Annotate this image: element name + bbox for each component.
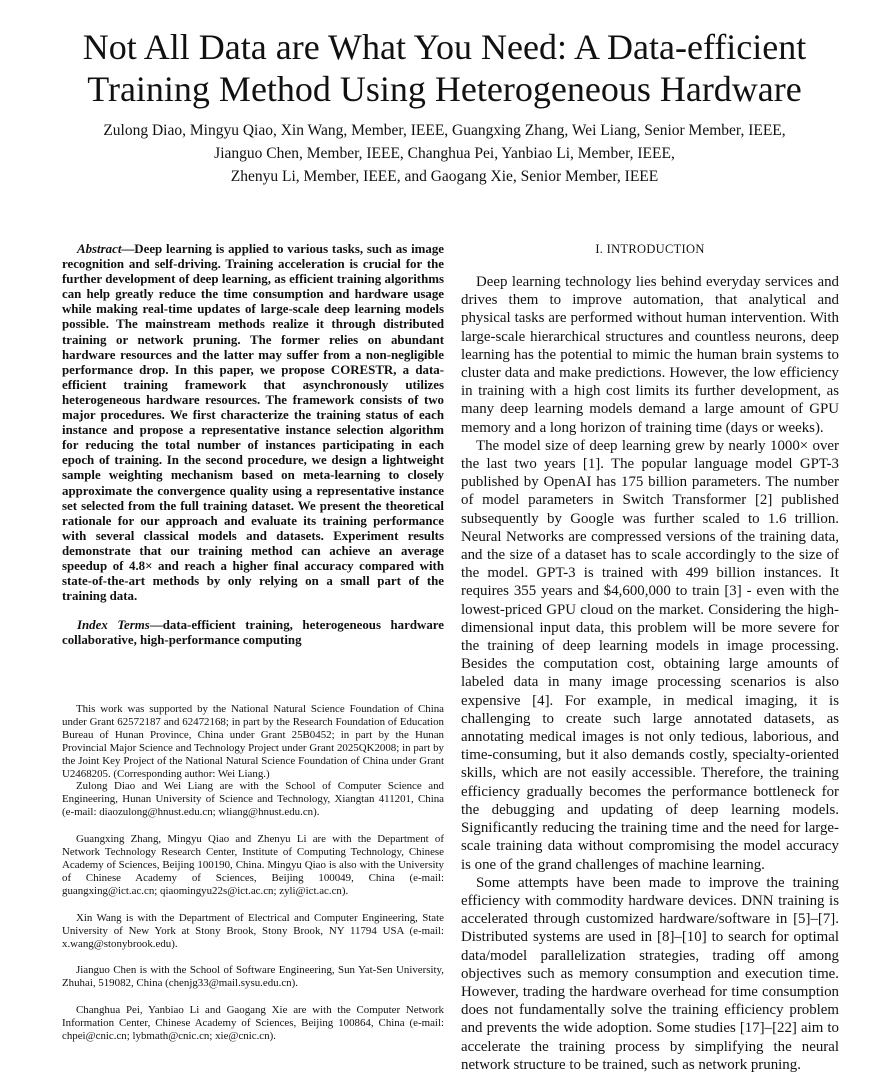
left-column (62, 242, 444, 648)
footnote-affiliation: Guangxing Zhang, Mingyu Qiao and Zhenyu Li are with the Department of Network Technology Research Center, Institute of Computing Technology, Chinese Academy of Sciences, Beijing 100190, China. Mingyu Qiao is also with the University of Chinese Academy of Sciences, Beijing 100049, China (e-mail: guangxing@ict.ac.cn; qiaomingyu22s@ict.ac.cn; zyli@ict.ac.cn). (62, 833, 444, 897)
index-terms (62, 618, 444, 648)
footnote-affiliation: Jianguo Chen is with the School of Software Engineering, Sun Yat-Sen University, Zhuhai, 519082, China (chenjg33@mail.sysu.edu.cn). (62, 964, 444, 990)
authors-line-2: Jianguo Chen, Member, IEEE, Changhua Pei, Yanbiao Li, Member, IEEE, (214, 145, 675, 162)
footnote-funding: This work was supported by the National Natural Science Foundation of China under Grant 62572187 and 62472168; in part by the Research Foundation of Education Bureau of Hunan Province, China under Grant 25B0452; in part by the Hunan Provincial Major Science and Technology Project under Grant 2025QK2008; in part by the Joint Key Project of the National Natural Science Foundation of China under Grant U2468205. (Corresponding author: Wei Liang.) (62, 703, 444, 780)
footnote-affiliation: Xin Wang is with the Department of Electrical and Computer Engineering, State University of New York at Stony Brook, Stony Brook, NY 11794 USA (e-mail: x.wang@stonybrook.edu). (62, 911, 444, 950)
abstract-text: —Deep learning is applied to various tasks, such as image recognition and self-driving. Training acceleration is crucial for the further development of deep learning, as efficient training algorithms can help greatly reduce the time consumption and hardware usage while making real-time updates of large-scale deep learning models possible. The mainstream methods realize it through distributed training or network pruning. The former relies on abundant hardware resources and the latter may suffer from a non-negligible performance drop. In this paper, we propose CORESTR, a data-efficient training framework that asynchronously utilizes heterogeneous hardware resources. The framework consists of two major procedures. We first characterize the training status of each instance and propose a representative instance selection algorithm for reducing the total number of instances participating in each epoch of training. In the second procedure, we design a lightweight sample weighting mechanism based on meta-learning to closely approximate the convergence quality using a representative instance set selected from the full training dataset. We present the theoretical rationale for our approach and evaluate its training performance with several classical models and datasets. Experiment results demonstrate that our training method can achieve an average speedup of 4.8× and reach a higher final accuracy compared with state-of-the-art methods by only relying on a small part of the training data. (62, 242, 444, 604)
author-list (30, 119, 859, 188)
abstract-label: Abstract (77, 242, 122, 256)
paper-title (20, 26, 869, 110)
index-terms-text: —data-efficient training, heterogeneous hardware collaborative, high-performance computing (62, 618, 444, 648)
body-paragraph: Deep learning technology lies behind everyday services and drives them to improve automation, that analytical and physical tasks are performed without human intervention. With large-scale hierarchical structures and countless neurons, deep learning has the potential to mimic the human brain systems to cluster data and make predictions. However, the low efficiency in training with a high cost limits its further development, as many deep learning models demand a large amount of GPU memory and a long horizon of training time (days or weeks). (461, 274, 839, 436)
right-column (461, 242, 839, 1074)
section-heading: I. INTRODUCTION (595, 242, 705, 256)
footnote-affiliation: Zulong Diao and Wei Liang are with the School of Computer Science and Engineering, Hunan University of Science and Technology, Xiangtan 411201, China (e-mail: diaozulong@hnust.edu.cn; wliang@hnust.edu.cn). (62, 780, 444, 819)
abstract (62, 242, 444, 604)
title-line-2: Training Method Using Heterogeneous Hardware (87, 69, 802, 109)
body-paragraph: The model size of deep learning grew by nearly 1000× over the last two years [1]. The popular language model GPT-3 published by OpenAI has 175 billion parameters. The number of model parameters in Switch Transformer [2] published subsequently by Google was further scaled to 1.6 trillion. Neural Networks are compressed versions of the training data, and the size of a dataset has to scale accordingly to the size of the model. GPT-3 is trained with 499 billion instances. It requires 355 years and $4,600,000 to train [3] - even with the lowest-priced GPU cloud on the market. Considering the high-dimensional input data, this problem will be more severe for the training of deep learning models in image processing. Besides the computation cost, obtaining large amounts of labeled data in many image processing scenarios is also expensive [4]. For example, in medical imaging, it is challenging to create such large annotated datasets, as annotating medical images is not only tedious, laborious, and time-consuming, but it also demands costly, specialty-oriented skills, which are not easily accessible. Therefore, the training efficiency gradually becomes the performance bottleneck for the debugging and updating of deep learning models. Significantly reducing the training time and the need for large-scale training data without compromising the model accuracy is one of the grand challenges of machine learning. (461, 437, 839, 873)
footnotes (62, 703, 444, 1057)
footnote-affiliation: Changhua Pei, Yanbiao Li and Gaogang Xie are with the Computer Network Information Center, Chinese Academy of Sciences, Beijing 100864, China (e-mail: chpei@cnic.cn; lybmath@cnic.cn; xie@cnic.cn). (62, 1004, 444, 1043)
body-paragraph: Some attempts have been made to improve the training efficiency with commodity hardware devices. DNN training is accelerated through customized hardware/software in [5]–[7]. Distributed systems are used in [8]–[10] to search for optimal data/model parallelization strategies, trading off among objectives such as memory consumption and execution time. However, trading the hardware overhead for time consumption does not fundamentally solve the training efficiency problem and prevents the wide adoption. Some studies [17]–[22] aim to accelerate the training process by simplifying the neural network structure to be trained, such as network pruning. (461, 874, 839, 1073)
title-line-1: Not All Data are What You Need: A Data-efficient (82, 27, 807, 67)
index-terms-label: Index Terms (77, 618, 150, 633)
authors-line-1: Zulong Diao, Mingyu Qiao, Xin Wang, Member, IEEE, Guangxing Zhang, Wei Liang, Senior Member, IEEE, (103, 122, 786, 139)
authors-line-3: Zhenyu Li, Member, IEEE, and Gaogang Xie, Senior Member, IEEE (230, 168, 659, 185)
